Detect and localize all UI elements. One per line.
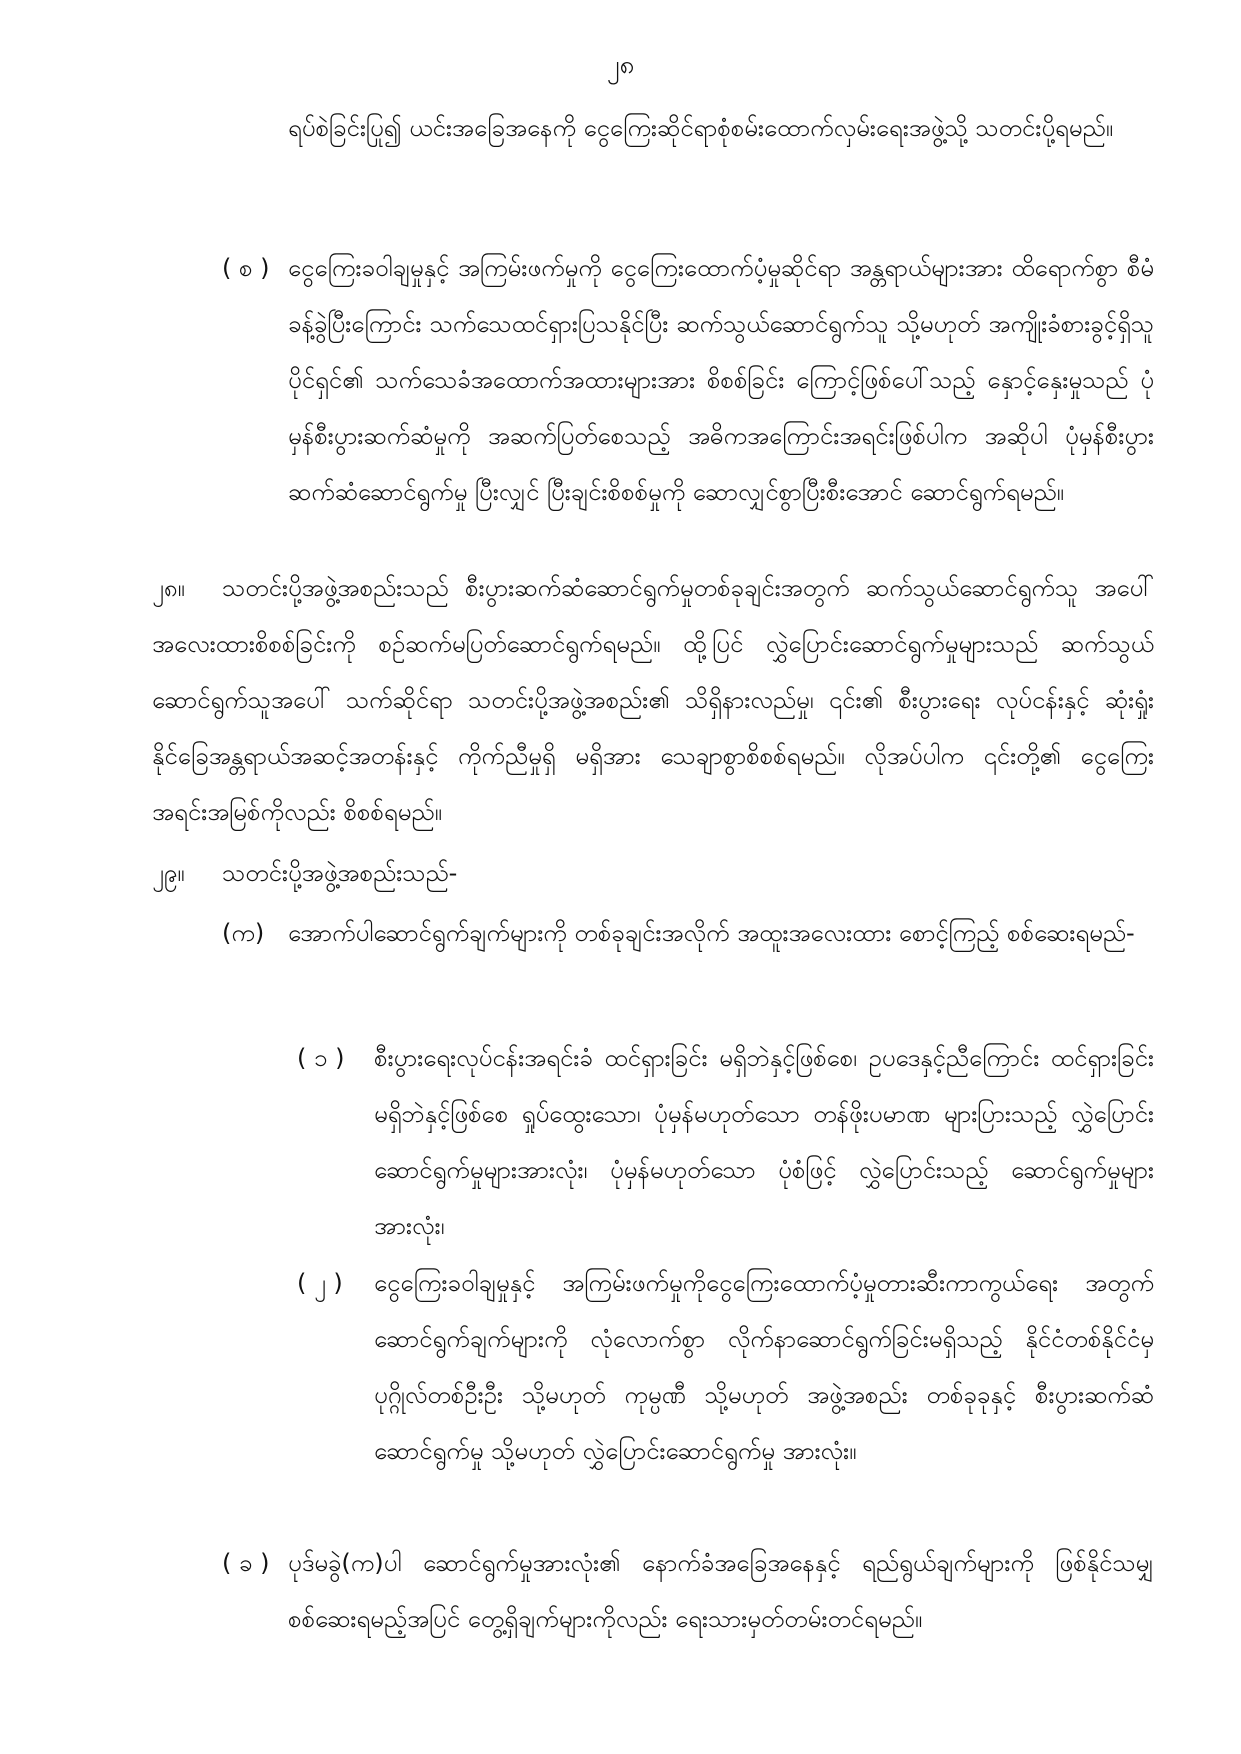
item-kha-marker: ( ခ )	[222, 1549, 270, 1577]
subitem-1-text: စီးပွားရေးလုပ်ငန်းအရင်းခံ ထင်ရှားခြင်း မရှိဘဲနှင့်ဖြစ်စေ၊ ဥပဒေနှင့်ညီကြောင်း ထင်ရှားခြင်း မရှိဘဲနှင့်ဖြစ်စေ ရှုပ်ထွေးသော၊ ပုံမှန်မဟုတ်သော တန်ဖိုးပမာဏ များပြားသည့် လွှဲပြောင်းဆောင်ရွက်မှုများအားလုံး၊ ပုံမှန်မဟုတ်သော ပုံစံဖြင့် လွှဲပြောင်းသည့် ဆောင်ရွက်မှုများ အားလုံး၊	[374, 1044, 1154, 1240]
section-29-number: ၂၉။	[152, 859, 185, 887]
subitem-1-marker: ( ၁ )	[297, 1044, 345, 1072]
continuation-paragraph: ရပ်စဲခြင်းပြု၍ ယင်းအခြေအနေကို ငွေကြေးဆိုင်ရာစုံစမ်းထောက်လှမ်းရေးအဖွဲ့သို့ သတင်းပို့ရမည်။	[288, 114, 1113, 142]
section-28-number: ၂၈။	[152, 574, 185, 602]
item-kha-text: ပုဒ်မခွဲ(က)ပါ ဆောင်ရွက်မှုအားလုံး၏ နောက်ခံအခြေအနေနှင့် ရည်ရွယ်ချက်များကို ဖြစ်နိုင်သမျှ စစ်ဆေးရမည့်အပြင် တွေ့ရှိချက်များကိုလည်း ရေးသားမှတ်တမ်းတင်ရမည်။	[288, 1549, 1154, 1633]
subitem-2-marker: ( ၂ )	[297, 1269, 343, 1297]
item-ka-text: အောက်ပါဆောင်ရွက်ချက်များကို တစ်ခုချင်းအလိုက် အထူးအလေးထား စောင့်ကြည့် စစ်ဆေးရမည်-	[288, 919, 1135, 947]
section-28-text: သတင်းပို့အဖွဲ့အစည်းသည် စီးပွားဆက်ဆံဆောင်ရွက်မှုတစ်ခုချင်းအတွက် ဆက်သွယ်ဆောင်ရွက်သူ အပေါ် အလေးထားစိစစ်ခြင်းကို စဉ်ဆက်မပြတ်ဆောင်ရွက်ရမည်။ ထို့ပြင် လွှဲပြောင်းဆောင်ရွက်မှုများသည် ဆက်သွယ်ဆောင်ရွက်သူအပေါ် သက်ဆိုင်ရာ သတင်းပို့အဖွဲ့အစည်း၏ သိရှိနားလည်မှု၊ ၎င်း၏ စီးပွားရေး လုပ်ငန်းနှင့် ဆုံးရှုံးနိုင်ခြေအန္တရာယ်အဆင့်အတန်းနှင့် ကိုက်ညီမှုရှိ မရှိအား သေချာစွာစိစစ်ရမည်။ လိုအပ်ပါက ၎င်းတို့၏ ငွေကြေးအရင်းအမြစ်ကိုလည်း စိစစ်ရမည်။	[152, 574, 1154, 826]
item-ka-marker: (က)	[222, 919, 265, 947]
item-ca-marker: ( စ )	[222, 254, 270, 282]
item-ca-text: ငွေကြေးခဝါချမှုနှင့် အကြမ်းဖက်မှုကို ငွေကြေးထောက်ပံ့မှုဆိုင်ရာ အန္တရာယ်များအား ထိရောက်စွာ စီမံခန့်ခွဲပြီးကြောင်း သက်သေထင်ရှားပြသနိုင်ပြီး ဆက်သွယ်ဆောင်ရွက်သူ သို့မဟုတ် အကျိုးခံစားခွင့်ရှိသူပိုင်ရှင်၏ သက်သေခံအထောက်အထားများအား စိစစ်ခြင်း ကြောင့်ဖြစ်ပေါ်သည့် နှောင့်နှေးမှုသည် ပုံမှန်စီးပွားဆက်ဆံမှုကို အဆက်ပြတ်စေသည့် အဓိကအကြောင်းအရင်းဖြစ်ပါက အဆိုပါ ပုံမှန်စီးပွားဆက်ဆံဆောင်ရွက်မှု ပြီးလျှင် ပြီးချင်းစိစစ်မှုကို ဆောလျှင်စွာပြီးစီးအောင် ဆောင်ရွက်ရမည်။	[288, 254, 1154, 506]
page-number: ၂၈	[606, 50, 635, 80]
section-29-text: သတင်းပို့အဖွဲ့အစည်းသည်-	[222, 859, 458, 887]
subitem-2-text: ငွေကြေးခဝါချမှုနှင့် အကြမ်းဖက်မှုကိုငွေကြေးထောက်ပံ့မှုတားဆီးကာကွယ်ရေး အတွက် ဆောင်ရွက်ချက်များကို လုံလောက်စွာ လိုက်နာဆောင်ရွက်ခြင်းမရှိသည့် နိုင်ငံတစ်နိုင်ငံမှ ပုဂ္ဂိုလ်တစ်ဦးဦး သို့မဟုတ် ကုမ္ပဏီ သို့မဟုတ် အဖွဲ့အစည်း တစ်ခုခုနှင့် စီးပွားဆက်ဆံဆောင်ရွက်မှု သို့မဟုတ် လွှဲပြောင်းဆောင်ရွက်မှု အားလုံး။	[374, 1269, 1154, 1465]
